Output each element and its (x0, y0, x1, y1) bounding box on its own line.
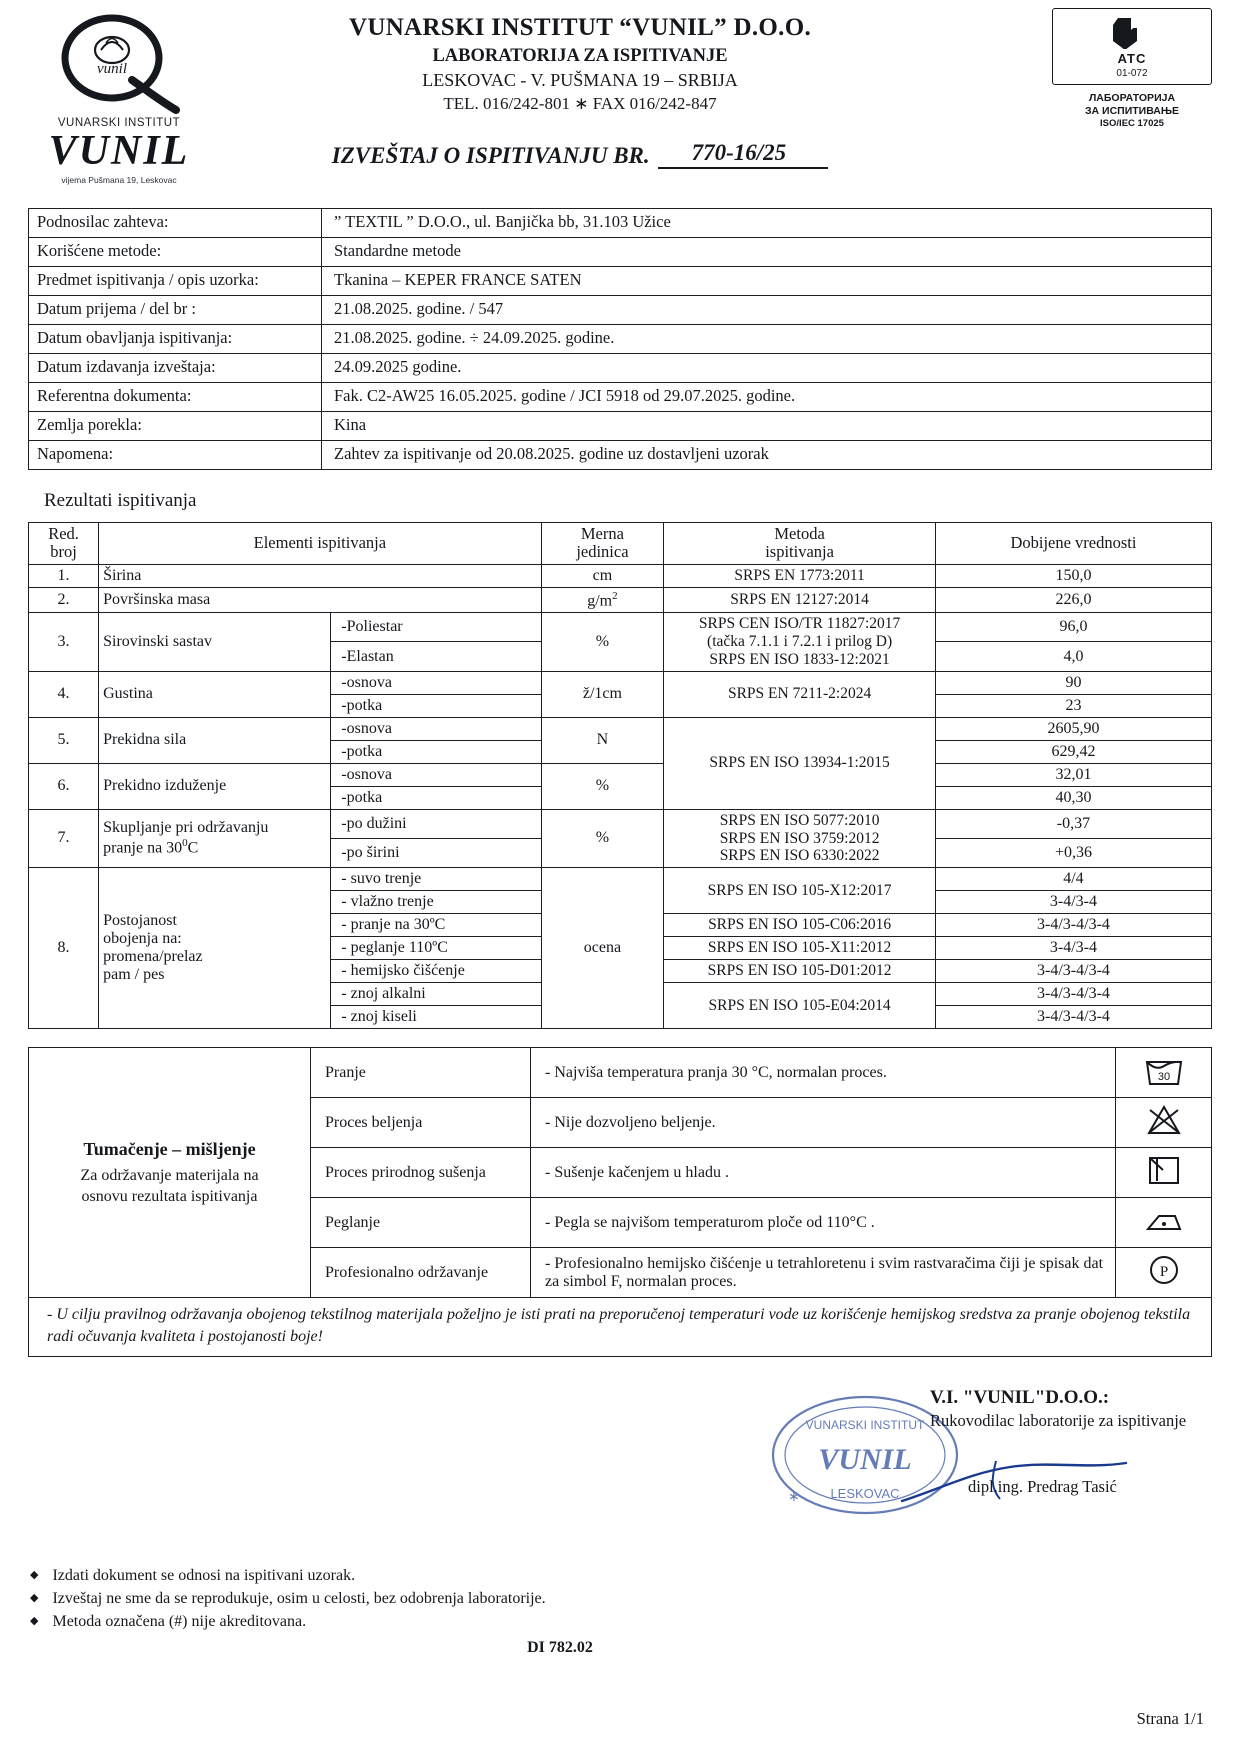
table-row (29, 587, 1212, 612)
table-row (29, 1298, 1212, 1357)
row-unit: % (541, 809, 664, 867)
row-value: 629,42 (935, 740, 1211, 763)
care-kind: Peglanje (311, 1198, 531, 1248)
row-subitem: -potka (331, 740, 541, 763)
info-value: 24.09.2025 godine. (322, 354, 1212, 383)
table-row (29, 671, 1212, 694)
row-unit: % (541, 763, 664, 809)
row-method: SRPS EN 7211-2:2024 (664, 671, 936, 717)
iron-one-dot-icon (1116, 1198, 1212, 1248)
table-row (29, 238, 1212, 267)
row-method: SRPS EN 12127:2014 (664, 587, 936, 612)
drip-dry-shade-icon (1116, 1148, 1212, 1198)
table-row (29, 325, 1212, 354)
accreditation-line2: ЗА ИСПИТИВАЊЕ (1084, 105, 1180, 118)
info-label: Zemlja porekla: (29, 412, 322, 441)
table-row (29, 412, 1212, 441)
info-value: Tkanina – KEPER FRANCE SATEN (322, 267, 1212, 296)
footer-note (30, 1613, 1240, 1631)
row-number: 2. (29, 587, 99, 612)
row-subitem: - hemijsko čišćenje (331, 960, 541, 983)
row-value: 2605,90 (935, 717, 1211, 740)
row-number: 7. (29, 809, 99, 867)
results-table-wrap (28, 522, 1212, 1029)
table-row (29, 717, 1212, 740)
svg-text:∗: ∗ (788, 1488, 800, 1505)
row-subitem: -po širini (331, 838, 541, 867)
no-bleach-icon (1116, 1098, 1212, 1148)
row-subitem: -potka (331, 694, 541, 717)
row-value: 3-4/3-4 (935, 937, 1211, 960)
row-value: 4,0 (935, 642, 1211, 671)
svg-text:LESKOVAC: LESKOVAC (830, 1486, 900, 1502)
care-kind: Proces prirodnog sušenja (311, 1148, 531, 1198)
logo-caption: VUNARSKI INSTITUT (57, 117, 181, 129)
table-row (29, 763, 1212, 786)
row-element: Postojanost obojenja na: promena/prelaz pam / pes (99, 868, 331, 1029)
row-element: Prekidna sila (99, 717, 331, 763)
wash-30-icon (1116, 1048, 1212, 1098)
info-label: Napomena: (29, 441, 322, 470)
company-logo (24, 10, 214, 185)
accreditation-block (1052, 8, 1212, 130)
results-table (28, 522, 1212, 1029)
table-row (29, 868, 1212, 891)
signature-role: Rukovodilac laboratorije za ispitivanje (930, 1411, 1187, 1431)
info-label: Datum prijema / del br : (29, 296, 322, 325)
table-row (29, 267, 1212, 296)
row-subitem: -po dužini (331, 809, 541, 838)
row-element: Gustina (99, 671, 331, 717)
care-instructions-table (28, 1047, 1212, 1357)
row-subitem: - peglanje 110ºC (331, 937, 541, 960)
report-title-line (230, 140, 930, 169)
col-header-values: Dobijene vrednosti (935, 523, 1211, 565)
row-method: SRPS CEN ISO/TR 11827:2017 (tačka 7.1.1 i 7.2.1 i prilog D) SRPS EN ISO 1833-12:2021 (664, 613, 936, 671)
row-number: 1. (29, 564, 99, 587)
row-method: SRPS EN ISO 5077:2010 SRPS EN ISO 3759:2012 SRPS EN ISO 6330:2022 (664, 809, 936, 867)
info-value: 21.08.2025. godine. / 547 (322, 296, 1212, 325)
row-value: 32,01 (935, 763, 1211, 786)
info-label: Referentna dokumenta: (29, 383, 322, 412)
logo-wordmark: VUNIL (48, 128, 190, 174)
row-number: 5. (29, 717, 99, 763)
sample-info-table (28, 208, 1212, 470)
care-kind: Pranje (311, 1048, 531, 1098)
row-subitem: -potka (331, 786, 541, 809)
results-section-title: Rezultati ispitivanja (44, 490, 197, 511)
row-value: 3-4/3-4/3-4 (935, 914, 1211, 937)
row-method: SRPS EN ISO 13934-1:2015 (664, 717, 936, 809)
phone-line: TEL. 016/242-801 ∗ FAX 016/242-847 (443, 94, 717, 113)
row-subitem: -osnova (331, 763, 541, 786)
document-footer (30, 1567, 1240, 1657)
table-row (29, 809, 1212, 838)
row-element: Skupljanje pri održavanju pranje na $30^0C$ (99, 809, 331, 867)
document-header (0, 0, 1240, 200)
info-value: Standardne metode (322, 238, 1212, 267)
info-value: Zahtev za ispitivanje od 20.08.2025. godine uz dostavljeni uzorak (322, 441, 1212, 470)
row-method: SRPS EN ISO 105-X12:2017 (664, 868, 936, 914)
address-line: LESKOVAC - V. PUŠMANA 19 – SRBIJA (422, 70, 738, 90)
signature-company: V.I. "VUNIL"D.O.O.: (930, 1387, 1110, 1409)
info-value: Fak. C2-AW25 16.05.2025. godine / JCI 5918 od 29.07.2025. godine. (322, 383, 1212, 412)
footer-note (30, 1590, 1240, 1608)
vunil-q-logo-icon (54, 10, 184, 115)
row-subitem: -Elastan (331, 642, 541, 671)
care-instructions-wrap (28, 1047, 1212, 1357)
row-unit: ocena (541, 868, 664, 1029)
care-description: - Nije dozvoljeno beljenje. (531, 1098, 1116, 1148)
footer-note-text: Izdati dokument se odnosi na ispitivani uzorak. (52, 1567, 356, 1585)
page-number: Strana 1/1 (1136, 1709, 1204, 1728)
row-value: 226,0 (935, 587, 1211, 612)
row-method: SRPS EN ISO 105-D01:2012 (664, 960, 936, 983)
row-element: Širina (99, 564, 542, 587)
header-titles (230, 14, 930, 169)
row-value: 3-4/3-4/3-4 (935, 983, 1211, 1006)
row-value: 4/4 (935, 868, 1211, 891)
signature-block (930, 1387, 1220, 1497)
row-number: 3. (29, 613, 99, 671)
accreditation-standard: ISO/IEC 17025 (1100, 118, 1164, 130)
signature-area (0, 1373, 1240, 1563)
svg-text:P: P (1159, 1264, 1168, 1281)
row-unit: cm (541, 564, 664, 587)
care-note: - U cilju pravilnog održavanja obojenog tekstilnog materijala poželjno je isti prati na preporučenoj temperaturi vode uz korišćenje hemijskog sredstva za pranje obojenog tekstila radi očuvanja kvaliteta i postojanosti boje! (29, 1298, 1212, 1357)
row-element: Površinska masa (99, 587, 542, 612)
care-summary-cell (29, 1048, 311, 1298)
signature-name: dipl.ing. Predrag Tasić (968, 1477, 1117, 1497)
table-row (29, 441, 1212, 470)
bullet-diamond-icon: ◆ (30, 1615, 39, 1628)
care-description: - Pegla se najvišom temperaturom ploče od 110°C . (531, 1198, 1116, 1248)
row-value: -0,37 (935, 809, 1211, 838)
col-header-method: Metoda ispitivanja (664, 523, 936, 565)
info-label: Datum izdavanja izveštaja: (29, 354, 322, 383)
lab-name: LABORATORIJA ZA ISPITIVANJE (432, 46, 728, 66)
svg-text:30: 30 (1157, 1071, 1170, 1084)
row-subitem: -Poliestar (331, 613, 541, 642)
care-subtitle-2: osnovu rezultata ispitivanja (81, 1188, 258, 1206)
care-description: - Najviša temperatura pranja 30 °C, normalan proces. (531, 1048, 1116, 1098)
document-code: DI 782.02 (527, 1639, 593, 1657)
row-method: SRPS EN ISO 105-X11:2012 (664, 937, 936, 960)
row-value: 40,30 (935, 786, 1211, 809)
row-number: 8. (29, 868, 99, 1029)
bullet-diamond-icon: ◆ (30, 1592, 39, 1605)
row-subitem: -osnova (331, 717, 541, 740)
row-unit: ž/1cm (541, 671, 664, 717)
table-row (29, 209, 1212, 238)
row-method: SRPS EN 1773:2011 (664, 564, 936, 587)
care-title: Tumačenje – mišljenje (83, 1139, 256, 1160)
row-subitem: - vlažno trenje (331, 891, 541, 914)
col-header-elements: Elementi ispitivanja (99, 523, 542, 565)
row-unit: N (541, 717, 664, 763)
footer-note-text: Metoda označena (#) nije akreditovana. (52, 1613, 307, 1631)
row-method: SRPS EN ISO 105-E04:2014 (664, 983, 936, 1029)
care-description: - Profesionalno hemijsko čišćenje u tetrahloretenu i svim rastvaračima čiji je spisak dat za simbol F, normalan proces. (531, 1248, 1116, 1298)
table-row (29, 383, 1212, 412)
atc-label: ATC (1117, 51, 1147, 66)
institute-name: VUNARSKI INSTITUT “VUNIL” D.O.O. (348, 14, 811, 41)
logo-address: vijema Pušmana 19, Leskovac (61, 175, 177, 185)
care-kind: Proces beljenja (311, 1098, 531, 1148)
care-subtitle-1: Za održavanje materijala na (80, 1166, 259, 1184)
col-header-unit: Merna jedinica (541, 523, 664, 565)
bullet-diamond-icon: ◆ (30, 1569, 39, 1582)
row-value: 3-4/3-4/3-4 (935, 1006, 1211, 1029)
row-value: 3-4/3-4/3-4 (935, 960, 1211, 983)
row-value: 150,0 (935, 564, 1211, 587)
accreditation-line1: ЛАБОРАТОРИЈА (1088, 92, 1176, 104)
row-value: 90 (935, 671, 1211, 694)
report-label: IZVEŠTAJ O ISPITIVANJU BR. (331, 143, 650, 168)
row-number: 4. (29, 671, 99, 717)
info-label: Datum obavljanja ispitivanja: (29, 325, 322, 354)
info-label: Korišćene metode: (29, 238, 322, 267)
row-subitem: - pranje na 30ºC (331, 914, 541, 937)
atc-code: 01-072 (1116, 68, 1148, 79)
row-value: 23 (935, 694, 1211, 717)
footer-note (30, 1567, 1240, 1585)
svg-text:VUNIL: VUNIL (818, 1443, 912, 1477)
atc-mark-icon (1112, 15, 1152, 49)
row-subitem: - znoj alkalni (331, 983, 541, 1006)
care-kind: Profesionalno održavanje (311, 1248, 531, 1298)
row-element: Sirovinski sastav (99, 613, 331, 671)
row-subitem: - znoj kiseli (331, 1006, 541, 1029)
accreditation-frame (1052, 8, 1212, 85)
row-subitem: - suvo trenje (331, 868, 541, 891)
row-value: 3-4/3-4 (935, 891, 1211, 914)
info-value: 21.08.2025. godine. ÷ 24.09.2025. godine. (322, 325, 1212, 354)
info-label: Podnosilac zahteva: (29, 209, 322, 238)
row-unit: $g/m^2$ (541, 587, 664, 612)
row-method: SRPS EN ISO 105-C06:2016 (664, 914, 936, 937)
row-value: +0,36 (935, 838, 1211, 867)
col-header-number: Red. broj (29, 523, 99, 565)
row-unit: % (541, 613, 664, 671)
care-description: - Sušenje kačenjem u hladu . (531, 1148, 1116, 1198)
report-number: 770-16/25 (658, 140, 829, 169)
svg-text:VUNARSKI INSTITUT: VUNARSKI INSTITUT (805, 1418, 925, 1433)
info-value: ” TEXTIL ” D.O.O., ul. Banjička bb, 31.103 Užice (322, 209, 1212, 238)
table-row (29, 1048, 1212, 1098)
svg-text:vunil: vunil (97, 61, 127, 77)
dryclean-p-icon (1116, 1248, 1212, 1298)
table-row (29, 296, 1212, 325)
row-value: 96,0 (935, 613, 1211, 642)
table-row (29, 564, 1212, 587)
row-element: Prekidno izduženje (99, 763, 331, 809)
table-row (29, 613, 1212, 642)
row-number: 6. (29, 763, 99, 809)
row-subitem: -osnova (331, 671, 541, 694)
info-label: Predmet ispitivanja / opis uzorka: (29, 267, 322, 296)
results-header-row (29, 523, 1212, 565)
footer-note-text: Izveštaj ne sme da se reprodukuje, osim u celosti, bez odobrenja laboratorije. (52, 1590, 546, 1608)
info-value: Kina (322, 412, 1212, 441)
table-row (29, 354, 1212, 383)
